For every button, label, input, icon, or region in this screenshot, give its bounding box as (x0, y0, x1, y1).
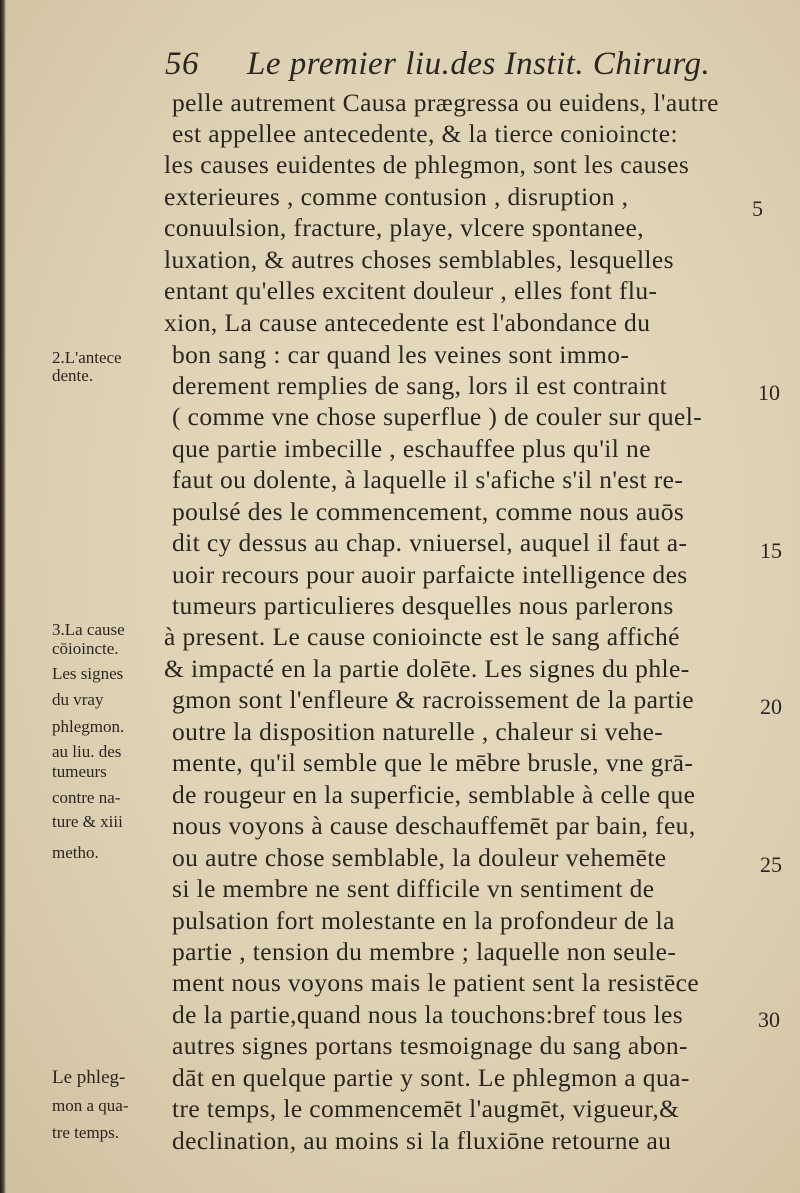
text-line: declination, au moins si la fluxiōne retourne au (172, 1126, 672, 1155)
margin-note-line: ture & xiii (52, 812, 123, 831)
text-line: dāt en quelque partie y sont. Le phlegmon a qua- (172, 1063, 690, 1092)
margin-note-line: Les signes (52, 664, 124, 683)
text-line: dit cy dessus au chap. vniuersel, auquel il faut a- (172, 528, 688, 557)
text-line: si le membre ne sent difficile vn sentiment de (172, 874, 655, 903)
page-header (165, 46, 725, 94)
margin-note-line: 3.La cause (52, 620, 125, 639)
text-line: autres signes portans tesmoignage du sang abon- (172, 1031, 688, 1060)
text-line: à present. Le cause conioincte est le sang affiché (164, 622, 680, 651)
text-line: partie , tension du membre ; laquelle non seule- (172, 937, 677, 966)
text-line: pelle autrement Causa prægressa ou euidens, l'autre (172, 88, 719, 117)
margin-note-line: 2.L'antece (52, 348, 122, 367)
margin-note-line: contre na- (52, 788, 121, 807)
margin-note-line: phlegmon. (52, 717, 125, 736)
text-line: faut ou dolente, à laquelle il s'afiche s'il n'est re- (172, 465, 684, 494)
text-line: de rougeur en la superficie, semblable à celle que (172, 780, 696, 809)
text-line: xion, La cause antecedente est l'abondance du (164, 308, 651, 337)
line-number: 15 (760, 538, 782, 563)
page-binding-edge (0, 0, 6, 1193)
text-line: conuulsion, fracture, playe, vlcere spontanee, (164, 213, 645, 242)
text-line: poulsé des le commencement, comme nous auōs (172, 497, 685, 526)
text-line: bon sang : car quand les veines sont immo- (172, 340, 630, 369)
text-line: outre la disposition naturelle , chaleur si vehe- (172, 717, 664, 746)
margin-note-line: dente. (52, 366, 94, 385)
text-line: les causes euidentes de phlegmon, sont les causes (164, 150, 690, 179)
text-line: nous voyons à cause deschauffemēt par bain, feu, (172, 811, 696, 840)
margin-note-line: Le phleg- (52, 1067, 126, 1088)
line-number: 30 (758, 1007, 780, 1032)
text-line: uoir recours pour auoir parfaicte intelligence des (172, 560, 688, 589)
text-line: entant qu'elles excitent douleur , elles font flu- (164, 276, 658, 305)
text-line: luxation, & autres choses semblables, lesquelles (164, 245, 674, 274)
text-line: tre temps, le commencemēt l'augmēt, vigueur,& (172, 1094, 680, 1123)
text-line: mente, qu'il semble que le mēbre brusle, vne grā- (172, 748, 694, 777)
margin-note-line: mon a qua- (52, 1096, 129, 1115)
text-line: ( comme vne chose superflue ) de couler sur quel- (172, 402, 703, 431)
line-number: 5 (752, 196, 763, 221)
page-number: 56 (165, 46, 199, 82)
margin-note-line: metho. (52, 843, 99, 862)
text-line: que partie imbecille , eschauffee plus qu'il ne (172, 434, 651, 463)
running-title: Le premier liu.des Instit. Chirurg. (247, 46, 711, 82)
text-line: exterieures , comme contusion , disruption , (164, 182, 629, 211)
margin-note-line: du vray (52, 690, 104, 709)
margin-note-line: au liu. des (52, 742, 122, 761)
line-number: 25 (760, 852, 782, 877)
text-line: gmon sont l'enfleure & racroissement de la partie (172, 685, 694, 714)
line-number: 10 (758, 380, 780, 405)
text-line: ment nous voyons mais le patient sent la resistēce (172, 968, 700, 997)
text-line: & impacté en la partie dolēte. Les signes du phle- (164, 654, 690, 683)
margin-note-line: cōioincte. (52, 639, 119, 658)
text-line: ou autre chose semblable, la douleur vehemēte (172, 843, 667, 872)
text-line: tumeurs particulieres desquelles nous parlerons (172, 591, 674, 620)
text-line: de la partie,quand nous la touchons:bref tous les (172, 1000, 684, 1029)
text-line: pulsation fort molestante en la profondeur de la (172, 906, 675, 935)
line-number: 20 (760, 694, 782, 719)
margin-note-line: tre temps. (52, 1123, 120, 1142)
margin-note-line: tumeurs (52, 762, 107, 781)
text-line: est appellee antecedente, & la tierce conioincte: (172, 119, 678, 148)
text-line: derement remplies de sang, lors il est contraint (172, 371, 668, 400)
